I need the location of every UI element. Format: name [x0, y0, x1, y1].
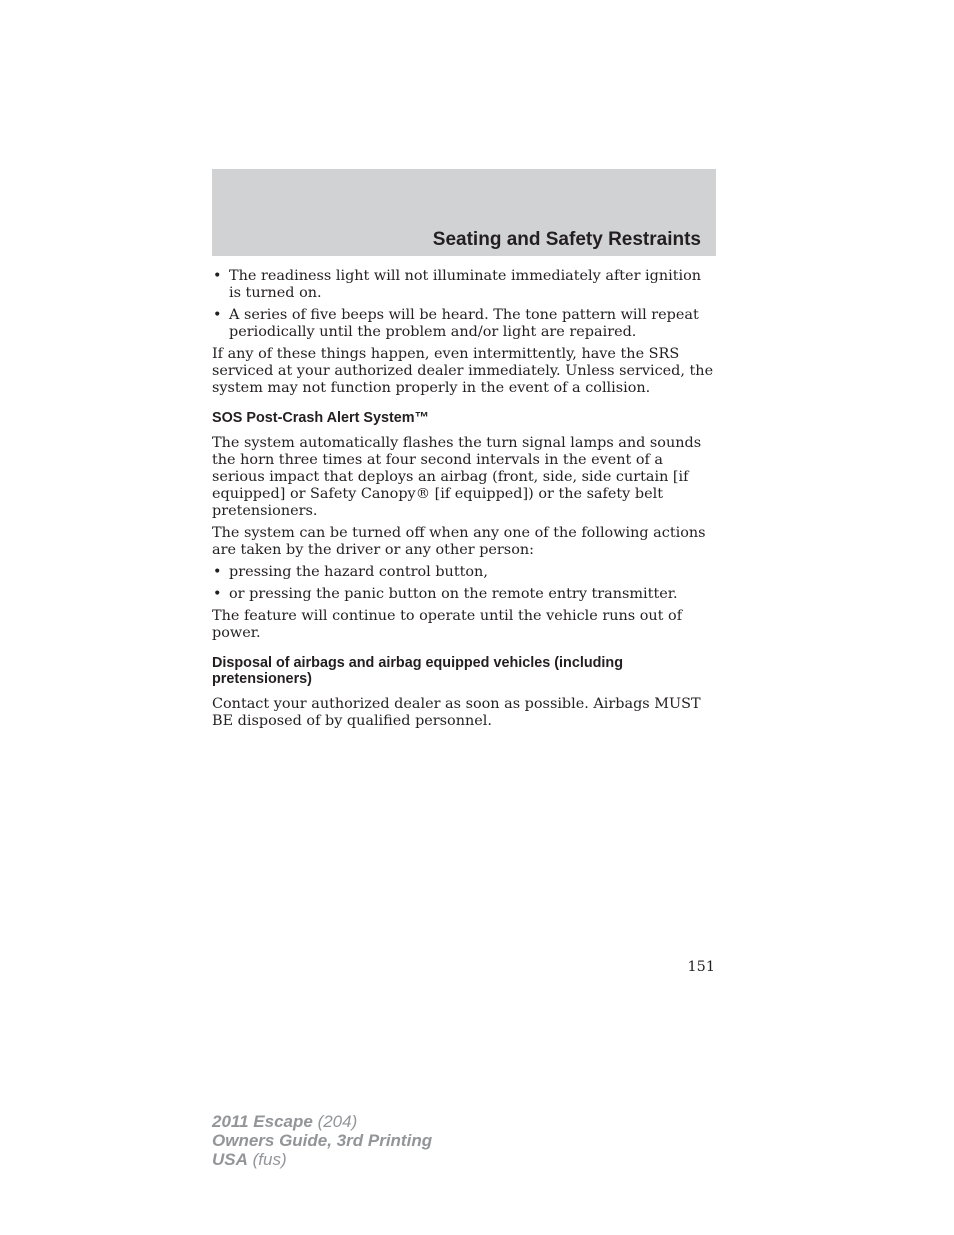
list-item [212, 268, 716, 302]
footer-model: 2011 Escape [212, 1112, 313, 1131]
list-item-text: pressing the hazard control button, [229, 564, 488, 580]
sos-power-paragraph: The feature will continue to operate until the vehicle runs out of power. [212, 608, 683, 641]
footer-line-model [212, 1112, 432, 1131]
bullet-icon: • [213, 307, 222, 323]
list-item-text: or pressing the panic button on the remote entry transmitter. [229, 586, 678, 602]
list-item-text: The readiness light will not illuminate immediately after ignition is turned on. [229, 268, 702, 301]
footer-market-code: (fus) [252, 1150, 287, 1169]
srs-service-paragraph: If any of these things happen, even intermittently, have the SRS serviced at your authorized dealer immediately. Unless serviced, the system may not function properly in the event of a collision. [212, 346, 714, 396]
page-number: 151 [687, 959, 715, 975]
list-item-text: A series of five beeps will be heard. The tone pattern will repeat periodically until the problem and/or light are repaired. [229, 307, 699, 340]
bullet-icon: • [213, 586, 222, 602]
list-item [212, 564, 716, 581]
section-header-band [212, 169, 716, 256]
sos-turn-off-paragraph: The system can be turned off when any one of the following actions are taken by the driver or any other person: [212, 525, 706, 558]
footer-line-guide [212, 1131, 432, 1150]
bullet-icon: • [213, 268, 222, 284]
list-item [212, 307, 716, 341]
bullet-icon: • [213, 564, 222, 580]
section-title: Seating and Safety Restraints [432, 229, 701, 250]
page-content [212, 268, 716, 735]
footer-market: USA [212, 1150, 248, 1169]
sos-heading: SOS Post-Crash Alert System™ [212, 410, 429, 426]
footer-line-market [212, 1150, 432, 1169]
sos-description-paragraph: The system automatically flashes the turn signal lamps and sounds the horn three times at four second intervals in the event of a serious impact that deploys an airbag (front, side, side curtain [if equipped] or Safety Canopy® [if equipped]) or the safety belt pretensioners. [212, 435, 702, 519]
list-item [212, 586, 716, 603]
disposal-heading: Disposal of airbags and airbag equipped vehicles (including pretensioners) [212, 655, 624, 687]
footer-model-code: (204) [317, 1112, 358, 1131]
disposal-paragraph: Contact your authorized dealer as soon as possible. Airbags MUST BE disposed of by qualified personnel. [212, 696, 701, 729]
footer-guide: Owners Guide, 3rd Printing [212, 1131, 433, 1150]
document-footer [212, 1112, 432, 1169]
